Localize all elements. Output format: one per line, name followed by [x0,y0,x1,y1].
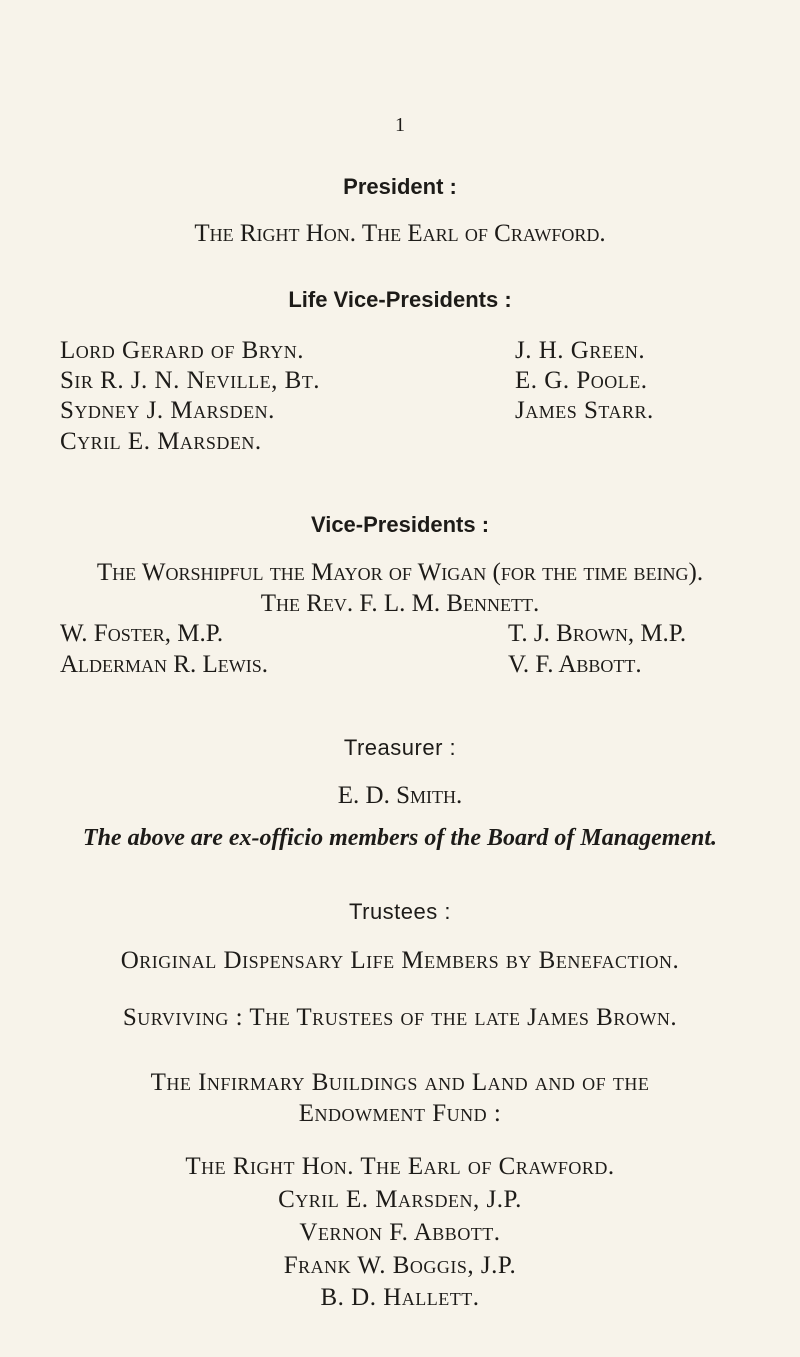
vice-presidents-heading: Vice-Presidents : [310,512,490,537]
fund-heading-line-2: Endowment Fund : [298,1100,502,1127]
life-vp-left-4: Cyril E. Marsden. [60,428,262,455]
vp-left-1: W. Foster, M.P. [60,620,224,647]
fund-member-2: Cyril E. Marsden, J.P. [278,1186,522,1213]
ex-officio-note: The above are ex-officio members of the Board of Management. [82,825,718,851]
fund-member-4: Frank W. Boggis, J.P. [283,1252,517,1279]
life-vp-left-3: Sydney J. Marsden. [60,397,275,424]
treasurer-heading: Treasurer : [343,735,457,760]
fund-member-3: Vernon F. Abbott. [299,1219,501,1246]
president-heading: President : [343,174,457,199]
life-vp-right-2: E. G. Poole. [515,367,648,394]
trustees-heading: Trustees : [349,899,451,924]
president-name: The Right Hon. The Earl of Crawford. [194,220,606,247]
trustees-line-2: Surviving : The Trustees of the late James Brown. [122,1004,678,1031]
page-number: 1 [395,114,405,136]
vice-presidents-line-2: The Rev. F. L. M. Bennett. [260,590,540,617]
trustees-line-1: Original Dispensary Life Members by Benefaction. [120,947,680,974]
vp-right-1: T. J. Brown, M.P. [508,620,687,647]
treasurer-name: E. D. Smith. [337,782,463,809]
vp-right-2: V. F. Abbott. [508,651,642,678]
vp-left-2: Alderman R. Lewis. [60,651,268,678]
life-vice-presidents-heading: Life Vice-Presidents : [288,287,512,312]
vice-presidents-line-1: The Worshipful the Mayor of Wigan (for the time being). [96,559,704,586]
life-vp-right-3: James Starr. [515,397,654,424]
life-vp-left-2: Sir R. J. N. Neville, Bt. [60,367,321,394]
life-vp-right-1: J. H. Green. [515,337,646,364]
fund-member-1: The Right Hon. The Earl of Crawford. [185,1153,615,1180]
fund-heading-line-1: The Infirmary Buildings and Land and of the [150,1069,650,1096]
life-vp-left-1: Lord Gerard of Bryn. [60,337,305,364]
fund-member-5: B. D. Hallett. [320,1284,480,1311]
